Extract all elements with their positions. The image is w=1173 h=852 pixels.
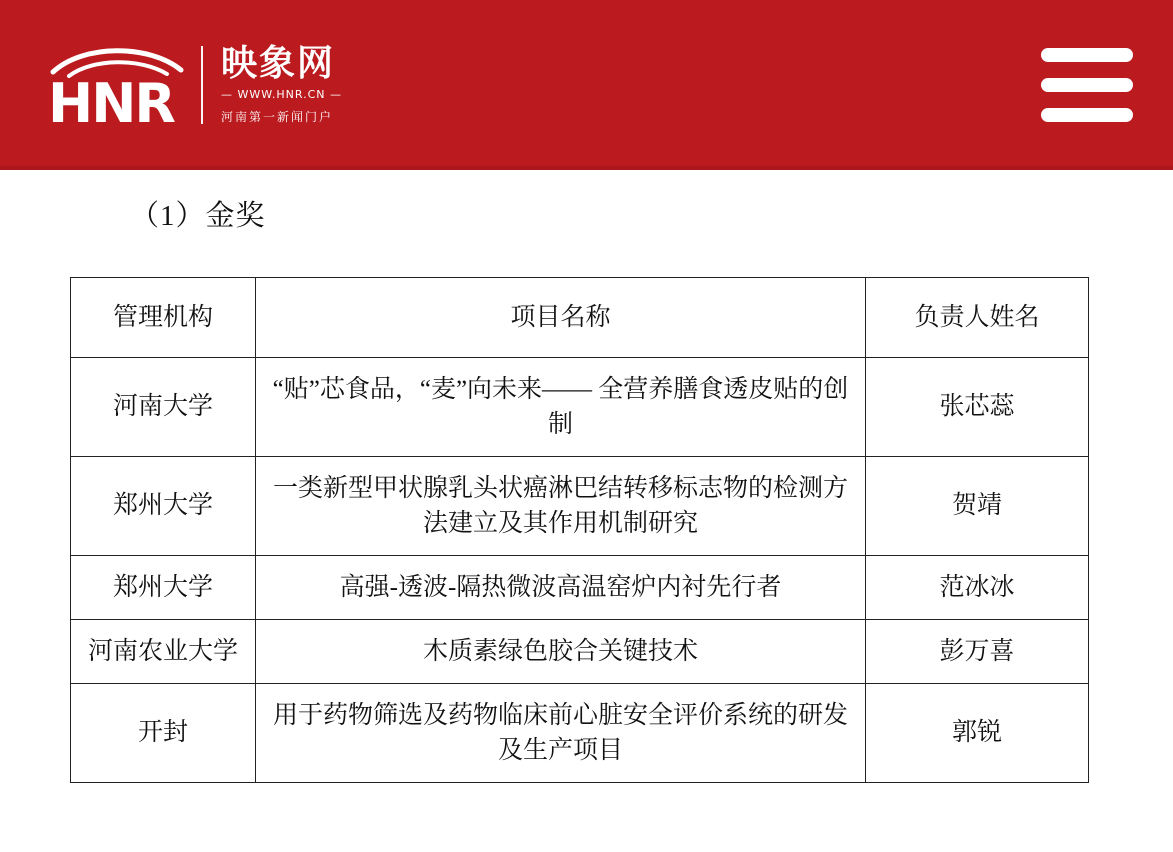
cell-project: 用于药物筛选及药物临床前心脏安全评价系统的研发及生产项目 [256,683,866,782]
cell-org: 郑州大学 [71,456,256,555]
cell-project: 木质素绿色胶合关键技术 [256,619,866,683]
cell-org: 河南大学 [71,357,256,456]
table-row [71,555,1089,619]
cell-org: 河南农业大学 [71,619,256,683]
cell-org: 郑州大学 [71,555,256,619]
cell-project: 高强-透波-隔热微波高温窑炉内衬先行者 [256,555,866,619]
table-row [71,683,1089,782]
column-header-project: 项目名称 [256,277,866,357]
menu-bar-2 [1041,78,1133,92]
cell-owner: 张芯蕊 [866,357,1089,456]
brand-name-cn: 映象网 [221,42,336,84]
hnr-logo-icon [45,42,195,128]
table-row [71,619,1089,683]
cell-owner: 范冰冰 [866,555,1089,619]
brand-url: — WWW.HNR.CN — [221,88,343,102]
menu-bar-1 [1041,48,1133,62]
table-header-row [71,277,1089,357]
cell-org: 开封 [71,683,256,782]
column-header-owner: 负责人姓名 [866,277,1089,357]
brand-divider [201,46,203,124]
table-row [71,357,1089,456]
brand-text-block [221,42,343,126]
cell-owner: 彭万喜 [866,619,1089,683]
menu-bar-3 [1041,108,1133,122]
site-brand[interactable] [45,42,342,128]
cell-project: 一类新型甲状腺乳头状癌淋巴结转移标志物的检测方法建立及其作用机制研究 [256,456,866,555]
document-body [0,196,1173,783]
section-heading: （1）金奖 [130,200,266,232]
table-row [71,456,1089,555]
cell-owner: 贺靖 [866,456,1089,555]
column-header-org: 管理机构 [71,277,256,357]
site-header [0,0,1173,170]
cell-owner: 郭锐 [866,683,1089,782]
cell-project: “贴”芯食品，“麦”向未来—— 全营养膳食透皮贴的创制 [256,357,866,456]
award-table [70,277,1089,783]
hamburger-menu-icon[interactable] [1041,48,1133,122]
brand-tagline: 河南第一新闻门户 [221,110,334,125]
svg-text:HNR: HNR [48,72,174,128]
